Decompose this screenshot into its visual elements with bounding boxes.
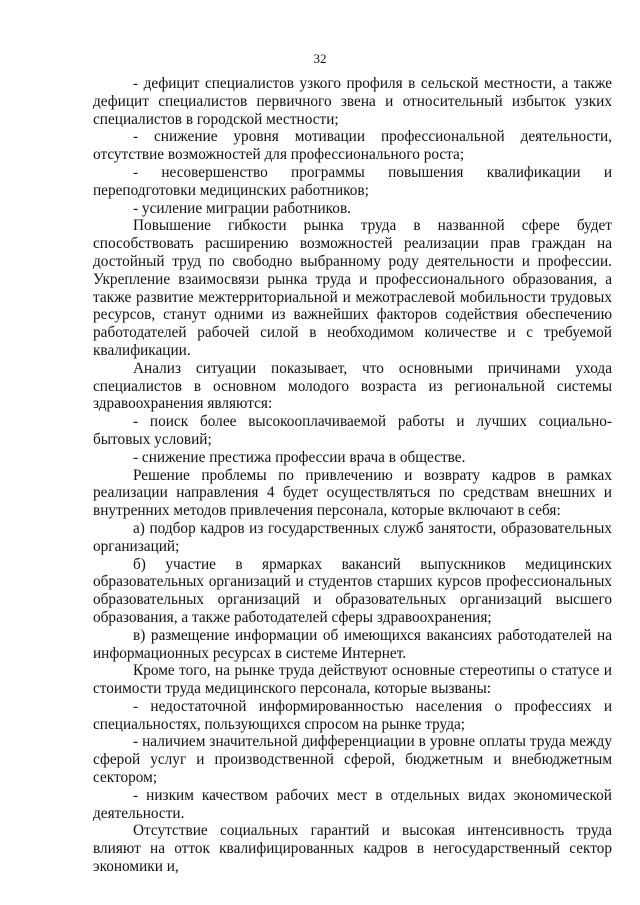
paragraph-7: - поиск более высокооплачиваемой работы и лучших социально-бытовых условий; xyxy=(93,413,612,448)
paragraph-11: б) участие в ярмарках вакансий выпускников медицинских образовательных организаций и студентов старших курсов профессиональных образовательных организаций и образовательных организаций высшего образования, а также работодателей сферы здравоохранения; xyxy=(93,555,612,626)
body-text xyxy=(93,75,612,876)
paragraph-3: - несовершенство программы повышения квалификации и переподготовки медицинских работников; xyxy=(93,163,612,199)
page-number: 32 xyxy=(313,51,327,66)
paragraph-9: Решение проблемы по привлечению и возврату кадров в рамках реализации направления 4 будет осуществляться по средствам внешних и внутренних методов привлечения персонала, которые включают в себя: xyxy=(93,466,612,520)
paragraph-16: - низким качеством рабочих мест в отдельных видах экономической деятельности. xyxy=(93,786,612,822)
paragraph-10: а) подбор кадров из государственных служб занятости, образовательных организаций; xyxy=(93,519,612,555)
paragraph-15: - наличием значительной дифференциации в уровне оплаты труда между сферой услуг и производственной сферой, бюджетным и внебюджетным сектором; xyxy=(93,733,612,787)
paragraph-13: Кроме того, на рынке труда действуют основные стереотипы о статусе и стоимости труда медицинского персонала, которые вызваны: xyxy=(93,662,612,698)
paragraph-8: - снижение престижа профессии врача в обществе. xyxy=(133,448,466,466)
paragraph-2: - снижение уровня мотивации профессиональной деятельности, отсутствие возможностей для профессионального роста; xyxy=(93,128,612,164)
paragraph-4: - усиление миграции работников. xyxy=(133,199,351,217)
paragraph-6: Анализ ситуации показывает, что основными причинами ухода специалистов в основном молодого возраста из региональной системы здравоохранения являются: xyxy=(93,359,612,413)
paragraph-5: Повышение гибкости рынка труда в названной сфере будет способствовать расширению возможностей реализации прав граждан на достойный труд по свободно выбранному роду деятельности и профессии. Укрепление взаимосвязи рынка труда и профессионального образования, а также развитие межтерриториальной и межотраслевой мобильности трудовых ресурсов, станут одними из важнейших факторов содействия обеспечению работодателей рабочей силой в необходимом количестве и с требуемой квалификации. xyxy=(93,217,612,359)
paragraph-14: - недостаточной информированностью населения о профессиях и специальностях, пользующихся спросом на рынке труда; xyxy=(93,697,612,733)
paragraph-12: в) размещение информации об имеющихся вакансиях работодателей на информационных ресурсах в системе Интернет. xyxy=(93,626,612,662)
paragraph-17: Отсутствие социальных гарантий и высокая интенсивность труда влияют на отток квалифицированных кадров в негосударственный сектор экономики и, xyxy=(93,822,612,876)
paragraph-1: - дефицит специалистов узкого профиля в сельской местности, а также дефицит специалистов первичного звена и относительный избыток узких специалистов в городской местности; xyxy=(93,75,612,128)
